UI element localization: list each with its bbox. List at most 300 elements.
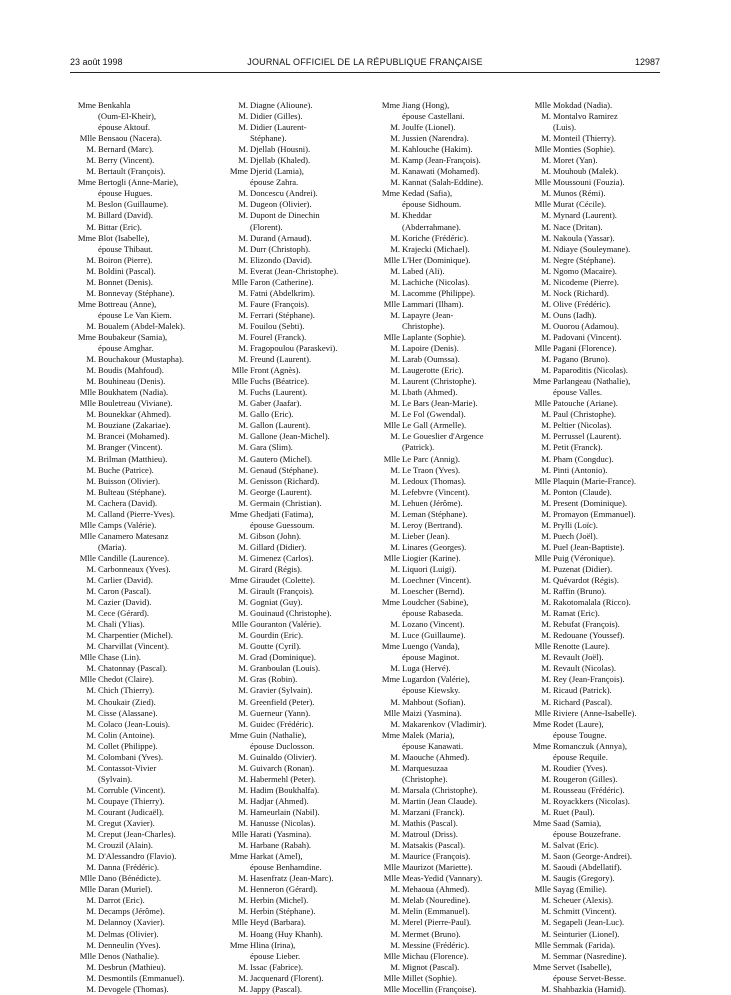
person-name: Mignot (Pascal).	[402, 961, 460, 972]
list-item	[222, 244, 364, 255]
list-item	[70, 277, 212, 288]
civility-title: Mlle	[383, 972, 400, 983]
list-item	[222, 442, 364, 453]
civility-title: M.	[541, 464, 551, 475]
civility-title: M.	[238, 597, 248, 608]
civility-title: M.	[86, 199, 96, 210]
list-item	[525, 531, 667, 542]
person-name: Kanawati (Mohamed).	[402, 166, 480, 177]
civility-title: M.	[238, 552, 248, 563]
person-name: Puzenat (Didier).	[553, 563, 613, 574]
person-name: Puech (Joël).	[553, 530, 598, 541]
civility-title: M.	[390, 486, 400, 497]
person-name: Fuchs (Béatrice).	[250, 376, 310, 387]
list-item	[70, 431, 212, 442]
civility-title: M.	[86, 210, 96, 221]
civility-title: Mlle	[383, 862, 400, 873]
list-item	[525, 796, 667, 807]
list-item	[374, 520, 516, 531]
person-name: Candille (Laurence).	[98, 552, 170, 563]
person-name: Melab (Nouredine).	[402, 895, 471, 906]
list-item	[374, 465, 516, 476]
person-name: Mocellin (Françoise).	[402, 983, 477, 994]
civility-title: Mme	[77, 100, 96, 110]
list-item	[222, 542, 364, 553]
person-name: Beslon (Guillaume).	[98, 199, 169, 210]
person-name: Quévardot (Régis).	[553, 575, 619, 586]
civility-title: M.	[238, 111, 248, 122]
civility-title: M.	[238, 188, 248, 199]
civility-title: M.	[238, 420, 248, 431]
list-item	[525, 608, 667, 619]
list-item	[374, 177, 516, 188]
list-item	[222, 586, 364, 597]
person-name: Buche (Patrice).	[98, 464, 154, 475]
civility-title: M.	[238, 641, 248, 652]
list-item	[374, 984, 516, 995]
person-name: Laplante (Sophie).	[402, 331, 466, 342]
list-item	[374, 708, 516, 719]
list-item	[70, 741, 212, 752]
person-name: Guin (Nathalie),	[250, 729, 307, 740]
civility-title: M.	[390, 961, 400, 972]
list-item	[525, 884, 667, 895]
list-item	[222, 476, 364, 487]
civility-title: M.	[238, 431, 248, 442]
person-name: Delannoy (Xavier).	[98, 917, 165, 928]
list-item-continuation	[222, 862, 364, 873]
list-item	[374, 575, 516, 586]
person-name: Saad (Samia),	[553, 818, 602, 829]
person-name: Grad (Dominique).	[250, 652, 316, 663]
list-item	[70, 266, 212, 277]
person-name: épouse Duclosson.	[250, 740, 315, 751]
list-item	[374, 895, 516, 906]
list-item	[525, 100, 667, 111]
list-item	[222, 553, 364, 564]
civility-title: M.	[238, 354, 248, 365]
person-name: épouse Amghar.	[98, 343, 154, 354]
person-name: Decamps (Jérôme).	[98, 906, 165, 917]
person-name: Goutte (Cyril).	[250, 641, 302, 652]
civility-title: M.	[390, 177, 400, 188]
civility-title: M.	[238, 442, 248, 453]
list-item	[374, 553, 516, 564]
person-name: Denneulin (Yves).	[98, 939, 161, 950]
civility-title: Mlle	[231, 365, 248, 376]
person-name: Front (Agnès).	[250, 365, 301, 376]
list-item	[222, 111, 364, 122]
civility-title: M.	[238, 144, 248, 155]
civility-title: M.	[86, 508, 96, 519]
list-item	[374, 873, 516, 884]
list-item	[525, 774, 667, 785]
person-name: Gautero (Michel).	[250, 453, 313, 464]
list-item-continuation	[222, 222, 364, 233]
list-item	[525, 962, 667, 973]
person-name: Lozano (Vincent).	[402, 619, 465, 630]
person-name: Meas-Yedid (Vannary).	[402, 873, 483, 884]
person-name: épouse Hugues.	[98, 188, 153, 199]
person-name: Liquori (Luigi).	[402, 563, 457, 574]
person-name: Bouziane (Zakariae).	[98, 420, 171, 431]
person-name: Romanczuk (Annya),	[553, 740, 627, 751]
list-item	[70, 553, 212, 564]
list-item	[374, 951, 516, 962]
civility-title: M.	[541, 597, 551, 608]
list-item-continuation	[70, 244, 212, 255]
person-name: Courant (Judicaël).	[98, 807, 164, 817]
civility-title: M.	[238, 751, 248, 762]
civility-title: M.	[86, 155, 96, 166]
list-item	[222, 564, 364, 575]
list-item	[374, 973, 516, 984]
civility-title: Mme	[229, 166, 248, 177]
person-name: Labed (Ali).	[402, 265, 445, 276]
person-name: épouse Benhamdine.	[250, 862, 322, 873]
civility-title: M.	[238, 983, 248, 994]
person-name: Darrot (Eric).	[98, 895, 145, 906]
list-item	[222, 122, 364, 133]
list-item-continuation	[525, 973, 667, 984]
person-name: épouse Bouzefrane.	[553, 829, 621, 840]
list-item	[222, 719, 364, 730]
list-item	[222, 697, 364, 708]
civility-title: M.	[541, 486, 551, 497]
person-name: Parlangeau (Nathalie),	[553, 376, 631, 387]
list-item	[525, 851, 667, 862]
civility-title: M.	[238, 265, 248, 276]
person-name: Fourel (Franck).	[250, 331, 307, 342]
list-item	[70, 199, 212, 210]
civility-title: Mlle	[383, 873, 400, 884]
list-item	[70, 387, 212, 398]
person-name: Lapayre (Jean-	[402, 309, 454, 320]
list-item	[70, 155, 212, 166]
civility-title: M.	[86, 320, 96, 331]
person-name: Cece (Gérard).	[98, 608, 150, 619]
list-item	[374, 807, 516, 818]
list-item	[374, 818, 516, 829]
list-item	[525, 255, 667, 266]
person-name: D'Alessandro (Flavio).	[98, 851, 177, 862]
civility-title: Mlle	[383, 331, 400, 342]
civility-title: M.	[86, 961, 96, 972]
person-name: Le Bars (Jean-Marie).	[402, 398, 478, 409]
name-list	[70, 100, 660, 994]
person-name: Leroy (Bertrand).	[402, 519, 463, 530]
list-item	[374, 487, 516, 498]
list-item	[525, 685, 667, 696]
person-name: Melin (Emmanuel).	[402, 906, 470, 917]
civility-title: Mlle	[534, 144, 551, 155]
person-name: Merel (Pierre-Paul).	[402, 917, 472, 928]
civility-title: M.	[86, 376, 96, 387]
person-name: Monties (Sophie).	[553, 144, 616, 155]
civility-title: M.	[238, 100, 248, 110]
person-name: épouse Tougne.	[553, 729, 607, 740]
person-name: Revault (Joël).	[553, 652, 604, 663]
person-name: Creput (Jean-Charles).	[98, 829, 176, 840]
list-item	[525, 288, 667, 299]
list-item-continuation	[70, 310, 212, 321]
civility-title: M.	[390, 718, 400, 729]
person-name: Fatni (Abdelkrim).	[250, 287, 315, 298]
person-name: Leman (Stéphane).	[402, 508, 468, 519]
civility-title: M.	[541, 773, 551, 784]
list-item	[374, 310, 516, 321]
civility-title: M.	[238, 873, 248, 884]
civility-title: M.	[238, 696, 248, 707]
person-name: Danna (Frédéric).	[98, 862, 160, 873]
list-item	[70, 332, 212, 343]
civility-title: M.	[390, 829, 400, 840]
civility-title: M.	[86, 972, 96, 983]
person-name: Segapeli (Jean-Luc).	[553, 917, 625, 928]
person-name: épouse Zahra.	[250, 177, 299, 188]
person-name: Djerid (Lamia),	[250, 166, 304, 177]
civility-title: M.	[541, 210, 551, 221]
person-name: Guivarch (Ronan).	[250, 762, 315, 773]
civility-title: M.	[238, 630, 248, 641]
person-name: Nakoula (Yassar).	[553, 232, 615, 243]
civility-title: M.	[390, 906, 400, 917]
person-name: Dugeon (Olivier).	[250, 199, 312, 210]
list-item	[70, 619, 212, 630]
civility-title: M.	[238, 840, 248, 851]
civility-title: M.	[86, 795, 96, 806]
civility-title: M.	[86, 221, 96, 232]
list-item	[525, 575, 667, 586]
person-name: Pagani (Florence).	[553, 343, 617, 354]
person-name: Charvillat (Vincent).	[98, 641, 170, 652]
civility-title: M.	[541, 608, 551, 619]
civility-title: M.	[390, 519, 400, 530]
person-name: Luce (Guillaume).	[402, 630, 466, 641]
civility-title: Mlle	[534, 707, 551, 718]
list-item	[70, 144, 212, 155]
list-item	[222, 321, 364, 332]
person-name: Matroul (Driss).	[402, 829, 458, 840]
person-name: Heyd (Barbara).	[250, 917, 306, 928]
civility-title: M.	[541, 309, 551, 320]
list-item	[374, 674, 516, 685]
list-item	[222, 763, 364, 774]
civility-title: Mlle	[79, 652, 96, 663]
person-name: Gibson (John).	[250, 530, 302, 541]
person-name: Raffin (Bruno).	[553, 586, 607, 597]
list-item	[374, 906, 516, 917]
person-name: Gara (Slim).	[250, 442, 293, 453]
civility-title: M.	[390, 575, 400, 586]
list-item	[374, 144, 516, 155]
civility-title: M.	[238, 464, 248, 475]
list-item	[525, 133, 667, 144]
person-name: Desmontils (Emmanuel).	[98, 972, 185, 983]
list-item	[70, 210, 212, 221]
person-name: Gouranton (Valérie).	[250, 619, 322, 630]
person-name: Contassot-Vivier	[98, 762, 157, 773]
civility-title: M.	[541, 795, 551, 806]
person-name: Bouletreau (Viviane).	[98, 398, 173, 409]
person-name: Charpentier (Michel).	[98, 630, 173, 641]
civility-title: M.	[541, 674, 551, 685]
person-name: Boiron (Pierre).	[98, 254, 153, 265]
civility-title: Mme	[77, 232, 96, 243]
person-name: Granboulan (Louis).	[250, 663, 321, 674]
civility-title: M.	[390, 663, 400, 674]
person-name: Hlina (Irina),	[250, 939, 296, 950]
civility-title: M.	[86, 442, 96, 453]
list-item	[525, 763, 667, 774]
list-item	[374, 122, 516, 133]
civility-title: M.	[238, 563, 248, 574]
person-name: Marquesuzaa	[402, 762, 448, 773]
civility-title: Mlle	[79, 884, 96, 895]
civility-title: M.	[390, 144, 400, 155]
issue-date: 23 août 1998	[70, 57, 123, 67]
civility-title: M.	[86, 851, 96, 862]
list-item	[525, 277, 667, 288]
person-name: Richard (Pascal).	[553, 696, 613, 707]
civility-title: M.	[541, 541, 551, 552]
person-name: Hameurlain (Nabil).	[250, 807, 320, 817]
list-item-continuation	[525, 752, 667, 763]
person-name: Ferrari (Stéphane).	[250, 309, 315, 320]
civility-title: M.	[86, 354, 96, 365]
person-name: Rakotomalala (Ricco).	[553, 597, 631, 608]
person-name: Negre (Stéphane).	[553, 254, 616, 265]
civility-title: M.	[541, 983, 551, 994]
person-name: Colaco (Jean-Louis).	[98, 718, 171, 729]
civility-title: M.	[390, 508, 400, 519]
person-name: Bottreau (Anne),	[98, 298, 157, 309]
person-name: Rougeron (Gilles).	[553, 773, 618, 784]
person-name: Brancei (Mohamed).	[98, 431, 170, 442]
person-name: Carbonneaux (Yves).	[98, 563, 171, 574]
civility-title: M.	[541, 862, 551, 873]
civility-title: M.	[86, 254, 96, 265]
person-name: Harati (Yasmina).	[250, 829, 312, 840]
civility-title: M.	[86, 762, 96, 773]
person-name: Mynard (Laurent).	[553, 210, 617, 221]
person-name: Puig (Véronique).	[553, 552, 616, 563]
list-item	[525, 222, 667, 233]
list-item	[525, 111, 667, 122]
list-item	[525, 310, 667, 321]
list-item	[70, 674, 212, 685]
list-item	[525, 233, 667, 244]
list-item	[374, 188, 516, 199]
civility-title: Mme	[77, 298, 96, 309]
person-name: Lbath (Ahmed).	[402, 387, 458, 398]
list-item	[222, 730, 364, 741]
list-item	[374, 409, 516, 420]
civility-title: Mlle	[79, 950, 96, 961]
civility-title: M.	[86, 829, 96, 840]
person-name: épouse Maginot.	[402, 652, 460, 663]
list-item	[525, 984, 667, 995]
journal-title: JOURNAL OFFICIEL DE LA RÉPUBLIQUE FRANÇAISE	[247, 57, 483, 67]
list-item	[222, 398, 364, 409]
list-item	[525, 442, 667, 453]
list-item	[70, 851, 212, 862]
list-item	[70, 354, 212, 365]
civility-title: M.	[86, 265, 96, 276]
list-item	[525, 951, 667, 962]
list-item	[222, 984, 364, 995]
list-item	[222, 851, 364, 862]
list-item-continuation	[222, 133, 364, 144]
list-item	[70, 752, 212, 763]
list-item	[222, 685, 364, 696]
person-name: Rebufat (François).	[553, 619, 620, 630]
list-item	[222, 409, 364, 420]
civility-title: Mlle	[534, 398, 551, 409]
list-item-continuation	[374, 442, 516, 453]
person-name: Desbrun (Mathieu).	[98, 961, 166, 972]
list-item	[70, 597, 212, 608]
page-number: 12987	[634, 57, 660, 67]
list-item	[70, 365, 212, 376]
civility-title: M.	[390, 784, 400, 795]
civility-title: M.	[390, 751, 400, 762]
civility-title: M.	[541, 276, 551, 287]
person-name: Salvat (Eric).	[553, 840, 599, 851]
person-name: Bertogli (Anne-Marie),	[98, 177, 179, 188]
civility-title: M.	[390, 155, 400, 166]
civility-title: M.	[238, 409, 248, 420]
civility-title: M.	[238, 674, 248, 685]
person-name: Laurent (Christophe).	[402, 376, 477, 387]
civility-title: Mlle	[383, 254, 400, 265]
list-item	[222, 332, 364, 343]
civility-title: M.	[238, 530, 248, 541]
civility-title: M.	[238, 652, 248, 663]
list-item	[222, 940, 364, 951]
person-name: Guidec (Frédéric).	[250, 718, 314, 729]
civility-title: M.	[238, 199, 248, 210]
list-item-continuation	[70, 774, 212, 785]
person-name: Girard (Régis).	[250, 563, 303, 574]
column-1	[70, 100, 212, 995]
civility-title: Mlle	[383, 420, 400, 431]
list-item	[70, 708, 212, 719]
civility-title: M.	[86, 729, 96, 740]
civility-title: Mme	[229, 508, 248, 519]
list-item	[374, 851, 516, 862]
person-name: Ledoux (Thomas).	[402, 475, 466, 486]
civility-title: M.	[541, 354, 551, 365]
civility-title: M.	[238, 718, 248, 729]
person-name: Mathis (Pascal).	[402, 818, 458, 829]
person-name: (Abderrahmane).	[402, 221, 461, 232]
person-name: Bouhineau (Denis).	[98, 376, 166, 387]
civility-title: M.	[86, 475, 96, 486]
header-rule	[70, 72, 660, 73]
civility-title: M.	[238, 773, 248, 784]
person-name: (Sylvain).	[98, 773, 133, 784]
list-item	[222, 641, 364, 652]
civility-title: M.	[86, 431, 96, 442]
civility-title: Mlle	[79, 674, 96, 685]
civility-title: M.	[390, 851, 400, 862]
person-name: Chedot (Claire).	[98, 674, 154, 685]
list-item	[222, 785, 364, 796]
civility-title: M.	[541, 696, 551, 707]
list-item	[525, 597, 667, 608]
list-item	[374, 929, 516, 940]
